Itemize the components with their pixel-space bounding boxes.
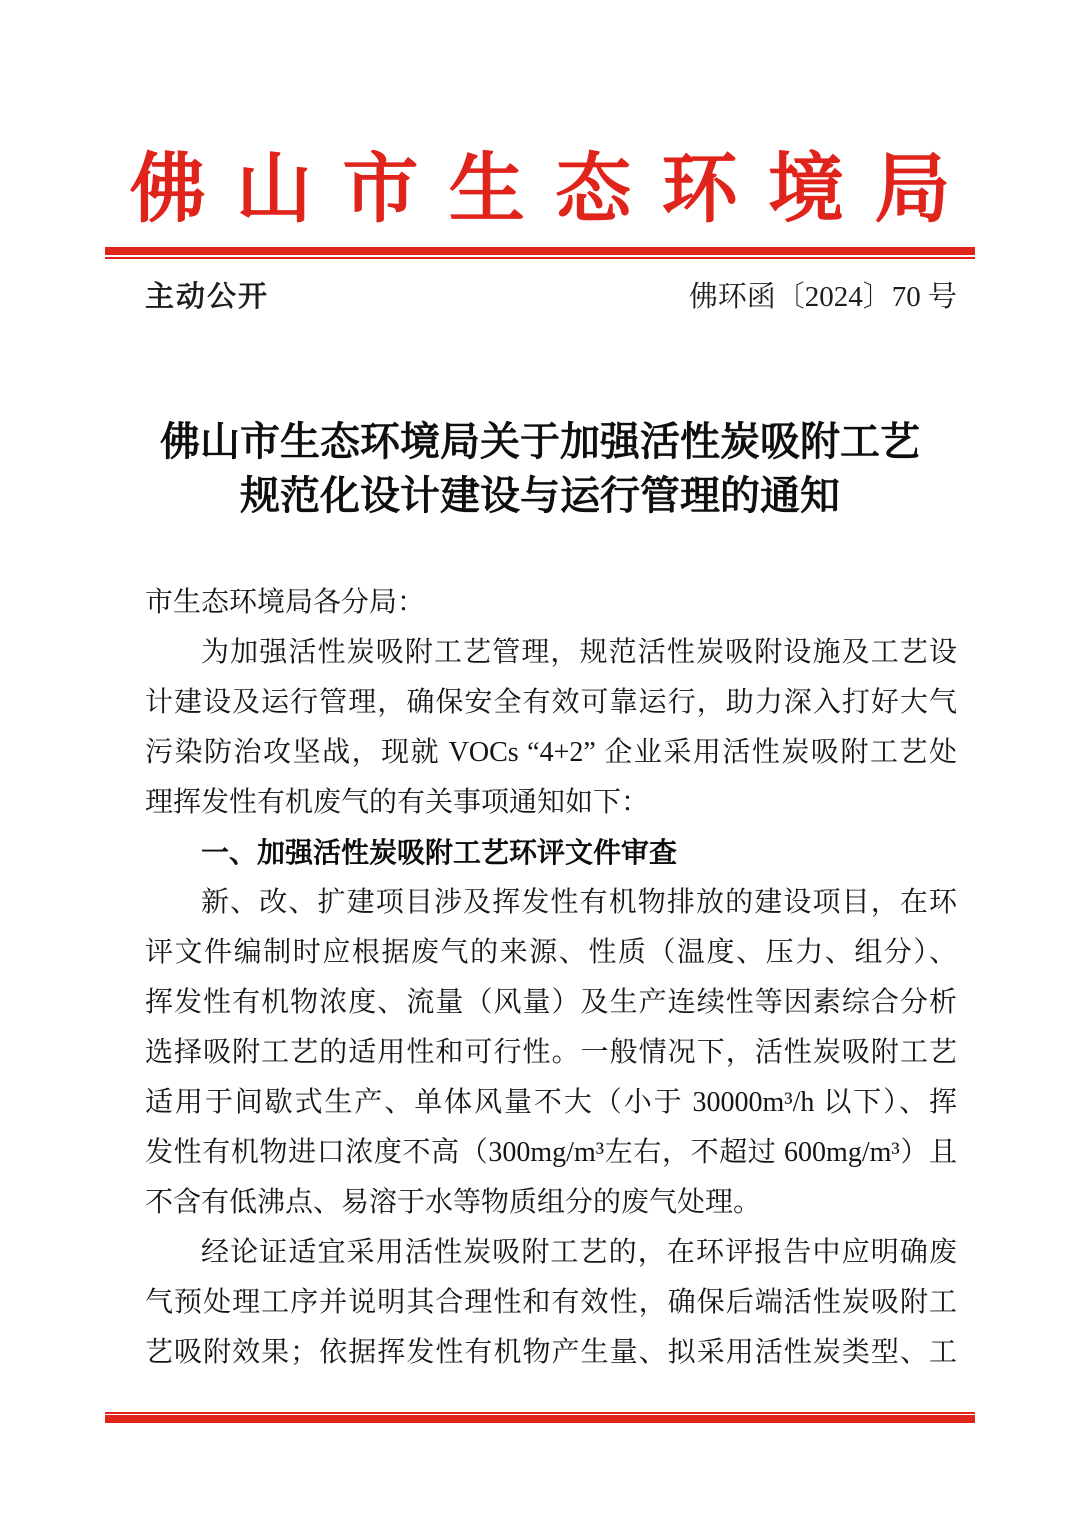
document-number: 佛环函〔2024〕70 号 <box>688 281 957 313</box>
disclosure-label: 主动公开 <box>145 281 270 313</box>
document-title <box>0 415 1080 523</box>
body-line: 评文件编制时应根据废气的来源、性质（温度、压力、组分）、 <box>145 937 957 968</box>
rule-thin-bar <box>105 257 975 259</box>
agency-masthead: 佛山市生态环境局 <box>129 148 981 232</box>
body-line: 经论证适宜采用活性炭吸附工艺的，在环评报告中应明确废 <box>201 1237 957 1268</box>
document-title-line1: 佛山市生态环境局关于加强活性炭吸附工艺 <box>160 419 920 464</box>
body-line: 新、改、扩建项目涉及挥发性有机物排放的建设项目，在环 <box>201 887 957 918</box>
document-title-line2: 规范化设计建设与运行管理的通知 <box>240 473 840 518</box>
body-line: 气预处理工序并说明其合理性和有效性，确保后端活性炭吸附工 <box>145 1287 957 1318</box>
rule-thick-bar <box>105 247 975 255</box>
body-line: 污染防治攻坚战，现就 VOCs “4+2” 企业采用活性炭吸附工艺处 <box>145 737 957 768</box>
rule-thick-bar <box>105 1415 975 1423</box>
body-line: 计建设及运行管理，确保安全有效可靠运行，助力深入打好大气 <box>145 687 957 718</box>
body-line: 不含有低沸点、易溶于水等物质组分的废气处理。 <box>145 1187 762 1218</box>
body-line: 理挥发性有机废气的有关事项通知如下： <box>145 787 650 818</box>
header-double-rule <box>105 247 975 259</box>
body-line: 发性有机物进口浓度不高（300mg/m³左右，不超过 600mg/m³）且 <box>145 1137 957 1168</box>
body-line: 挥发性有机物浓度、流量（风量）及生产连续性等因素综合分析 <box>145 987 957 1018</box>
body-line: 为加强活性炭吸附工艺管理，规范活性炭吸附设施及工艺设 <box>201 637 957 668</box>
document-body <box>145 578 957 1378</box>
footer-double-rule <box>105 1412 975 1423</box>
body-line: 市生态环境局各分局： <box>145 587 426 618</box>
body-line: 艺吸附效果；依据挥发性有机物产生量、拟采用活性炭类型、工 <box>145 1337 957 1368</box>
body-line: 适用于间歇式生产、单体风量不大（小于 30000m³/h 以下）、挥 <box>145 1087 957 1118</box>
section-heading: 一、加强活性炭吸附工艺环评文件审查 <box>201 837 678 868</box>
body-line: 选择吸附工艺的适用性和可行性。一般情况下，活性炭吸附工艺 <box>145 1037 957 1068</box>
document-meta-row <box>145 279 957 315</box>
